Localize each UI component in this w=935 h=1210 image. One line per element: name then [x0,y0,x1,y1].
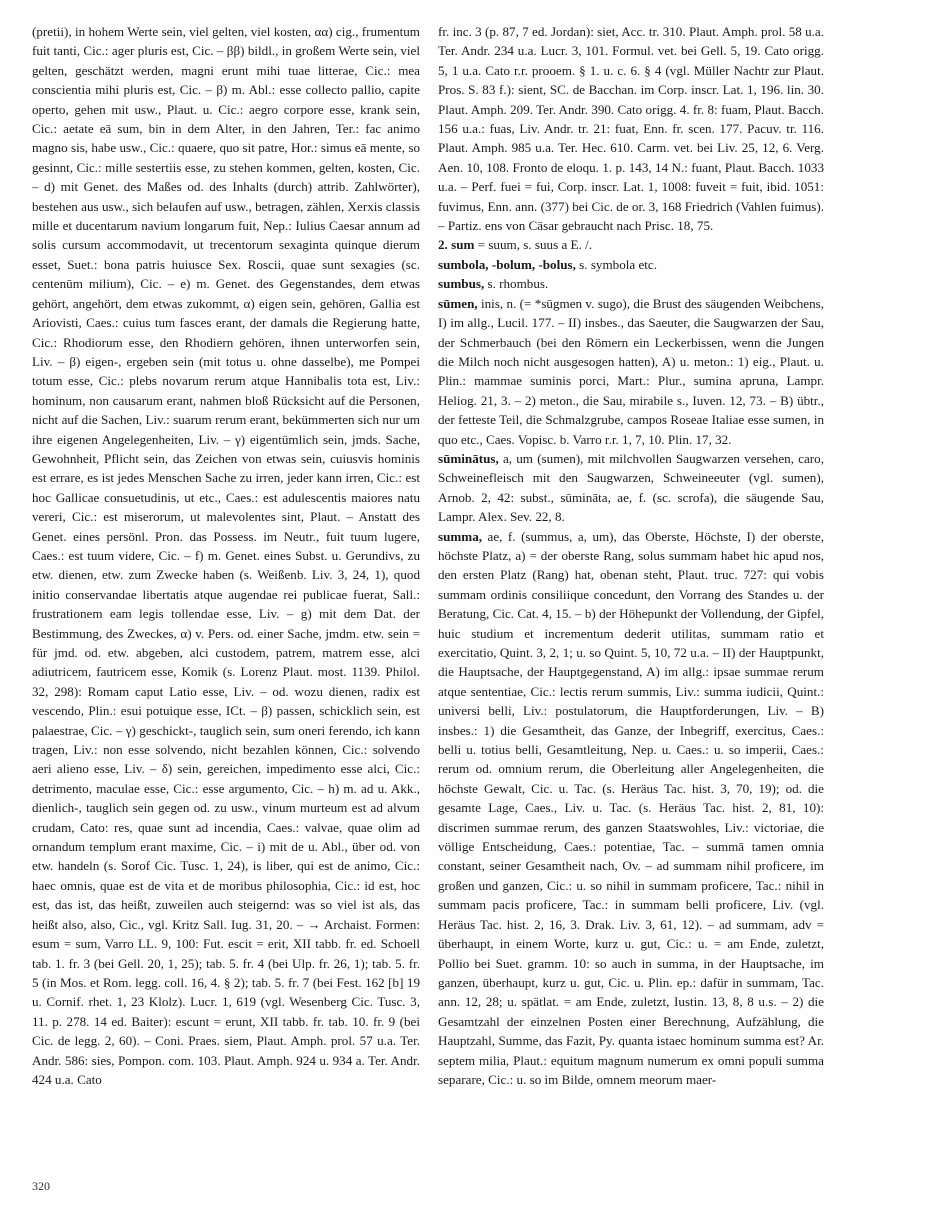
headword: 2. sum [438,237,475,253]
right-column [438,22,824,1177]
entry-sum2 [438,235,824,254]
entry-body: a, um (sumen), mit milchvollen Saugwarzen versehen, caro, Schweinefleisch mit den Saugwarzen, Schweineeuter (vgl. sumen), Arnob. 2, 42: subst., sūmināta, ae, f. (sc. scrofa), die säugende Sau, Lampr. Alex. Sev. 22, 8. [438,450,824,525]
headword: sūminātus, [438,450,499,466]
headword: sumbola, -bolum, -bolus, [438,256,576,272]
entry-sumbus [438,274,824,293]
page-number: 320 [32,1179,50,1193]
entry-sumen [438,294,824,449]
headword: summa, [438,528,483,544]
entry-suminatus [438,449,824,527]
entry-body: ae, f. (summus, a, um), das Oberste, Höchste, I) der oberste, höchste Platz, a) = der oberste Rang, solus summam habet hic apud nos, den ersten Platz (Rang) hat, obenan steht, Plaut. truc. 727: qui vobis summam ordinis consiliique concedunt, den Vorrang des Standes u. der Beratung, Cic. Cat. 4, 15. – b) der Höhepunkt der Vollendung, der Gipfel, huic studium et incrementum dederit utilitas, summam ratio et exercitatio, Quint. 3, 2, 1; u. so Quint. 5, 10, 72 u.a. – II) der Hauptpunkt, die Hauptsache, der Hauptgegenstand, A) im allg.: ipsae summae rerum atque sententiae, Cic.: lectis rerum summis, Liv.: summa iudicii, Quint.: universi belli, Liv.: postulatorum, die Hauptforderungen, Liv. – B) insbes.: 1) die Gesamtheit, das Ganze, der Inbegriff, exercitus, Caes.: belli u. totius belli, Gesamtleitung, Nep. u. Caes.: u. so imperii, Caes.: rerum od. omnium rerum, die Oberleitung aller Angelegenheiten, die höchste Gewalt, Cic. u. Tac. (s. Heräus Tac. hist. 3, 70, 19); od. die gesamte Lage, Caes., Liv. u. Tac. (s. Heräus Tac. hist. 2, 81, 10): discrimen summae rerum, des ganzen Staatswohles, Liv.: victoriae, die völlige Entscheidung, Caes.: potentiae, Tac. – summā tamen omnia constant, seiner Gesamtheit nach, Ov. – ad summam nihil proficere, im großen und ganzen, Cic.: u. so nihil in summam proficere, Tac.: nihil in summam pacis proficere, Tac.: in summam belli proficere, Liv. (vgl. Heräus Tac. hist. 2, 16, 3. Drak. Liv. 3, 61, 12). – ad summam, adv = überhaupt, in einem Worte, kurz u. gut, Cic.: u. = am Ende, zuletzt, Pollio bei Suet. gramm. 10: so auch in summa, in der Hauptsache, im ganzen, überhaupt, kurz u. gut, Cic. u. Plin. ep.: dafür in summam, Tac. ann. 12, 28; u. spätlat. = am Ende, zuletzt, Iustin. 13, 8, 8 u.s. – 2) die Gesamtzahl der einzelnen Posten einer Berechnung, Aufzählung, die Hauptzahl, Summe, das Fazit, Py. quanta istaec hominum summa est? Ar. septem milia, Plaut.: equitum magnum numerum ex omni populi summa separare, Cic.: u. so im Bilde, omnem meorum maer- [438,528,824,1087]
entry-sumbola [438,255,824,274]
entry-body: s. symbola etc. [579,256,657,272]
entry-body: = suum, s. suus a E. /. [477,237,592,253]
headword: sumbus, [438,276,485,292]
headword: sūmen, [438,295,478,311]
entry-summa [438,527,824,1090]
entry-body: inis, n. (= *sūgmen v. sugo), die Brust des säugenden Weibchens, I) im allg., Lucil. 177. – II) insbes., das Saeuter, die Saugwarzen der Sau, der Schmerbauch (bei den Römern ein Leckerbissen, wenn die Jungen die Milch noch nicht ausgesogen hatten), A) u. meton.: 1) eig., Plaut. u. Plin.: mammae suminis porci, Mart.: Plur., sumina aprunа, Lampr. Heliog. 21, 3. – 2) meton., die Sau, mirabile s., Iuven. 12, 73. – B) übtr., der fetteste Teil, die Schmalzgrube, campos Roseae Italiae esse sumen, in quo etc., Caes. Vopisc. b. Varro r.r. 1, 7, 10. Plin. 17, 32. [438,295,824,447]
entry-text-continuation: fr. inc. 3 (p. 87, 7 ed. Jordan): siet, Acc. tr. 310. Plaut. Amph. prol. 58 u.a. Ter. Andr. 234 u.a. Lucr. 3, 101. Formul. vet. bei Gell. 5, 19. Cato origg. 5, 1 u.a. Cato r.r. prooem. § 1. u. c. 6. § 4 (vgl. Müller Nachtr zur Plaut. Pros. S. 83 f.): sient, SC. de Bacchan. im Corp. inscr. Lat. 1, 196. lin. 30. Plaut. Amph. 209. Ter. Andr. 390. Cato origg. 4. fr. 8: fuam, Plaut. Bacch. 156 u.a.: fuas, Liv. Andr. tr. 21: fuat, Enn. fr. scen. 177. Pacuv. tr. 116. Plaut. Amph. 985 u.a. Ter. Hec. 610. Carm. vet. bei Liv. 25, 12, 6. Verg. Aen. 10, 108. Fronto de eloqu. 1. p. 143, 14 N.: fuant, Plaut. Bacch. 1033 u.a. – Perf. fuei = fui, Corp. inscr. Lat. 1, 1008: fuveit = fuit, ibid. 1051: fuvimus, Enn. ann. (377) bei Cic. de or. 3, 168 Friedrich (Vahlen fuimus). – Partiz. ens von Cäsar gebraucht nach Prisc. 18, 75. [438,24,824,234]
left-column [32,22,420,1177]
entry-text-esse-continuation: (pretii), in hohem Werte sein, viel gelten, viel kosten, αα) cig., frumentum fuit tanti, Cic.: ager pluris est, Cic. – ββ) bildl., in großem Werte sein, viel gelten, geschätzt werden, magni erunt mihi tuae litterae, Cic.: mea conscientia mihi pluris est, Cic. – β) m. Abl.: esse collecto pallio, capite operto, gehen mit usw., Plaut. u. Cic.: aegro corpore esse, krank sein, Cic.: aetate eā sum, bin in dem Alter, in den Jahren, Ter.: fac animo magno sis, habe usw., Cic.: quaere, quo sit patre, Hor.: simus eā mente, so gesinnt, Cic.: mille sestertiis esse, zu stehen kommen, gelten, kosten, Cic. – d) mit Genet. des Maßes od. des Inhalts (durch) attrib. Zahlwörter), bestehen aus usw., sich belaufen auf usw., betragen, zählen, Xerxis classis mille et ducentarum navium longarum fuit, Nep.: Iulius Caesar annum ad solis cursum accommodavit, ut trecentorum sexaginta quinque dierum esset, Suet.: bona patris huiusce Sex. Roscii, quae sunt sexagies (sc. centenūm milium), Cic. – e) m. Genet. des Gegenstandes, dem etwas gehört, angehört, dem etwas zukommt, α) eigen sein, gehören, Gallia est Ariovisti, Caes.: cuius tum fasces erant, der damals die Regierung hatte, Cic.: Rhodiorum esse, den Rhodiern gehören, ihnen unterworfen sein, Liv. – β) eigen-, ergeben sein (mit totus u. ohne dasselbe), me Pompei totum esse, Cic.: plebs novarum rerum atque Hannibalis tota est, Liv.: hominum, non causarum erant, nahmen bloß Rücksicht auf die Personen, nicht auf die Sachen, Liv.: suarum rerum erant, bekümmerten sich nur um ihre eigenen Angelegenheiten, Liv. – γ) eigentümlich sein, jmds. Sache, Gewohnheit, Pflicht sein, das Zeichen von etwas sein, cuiusvis hominis est errare, es ist jedes Menschen Sache zu irren, jeder kann irren, Cic.: est hoc Gallicae consuetudinis, ut etc., Caes.: est adulescentis maiores natu vereri, Cic.: est miserorum, ut malevolentes sint, Plaut. – Anstatt des Genet. eines persönl. Pron. das Possess. im Neutr., fuit tuum lugere, Caes.: est tuum videre, Cic. – f) m. Genet. eines Subst. u. Gerundivs, zu etw. dienen, etw. zum Zwecke haben (s. Weißenb. Liv. 3, 24, 1), quod initio conservandae libertatis atque augendae rei publicae fuerat, Sall.: frustrationem eam legis tollendae esse, Liv. – g) mit dem Dat. der Bestimmung, des Zweckes, α) v. Pers. od. einer Sache, jmdm. etw. sein = für jmd. od. etw. abgeben, alci custodem, patrem, matrem esse, alci adiutricem, fautricem esse, Komik (s. Lorenz Plaut. most. 1139. Philol. 32, 298): Romam caput Latio esse, Liv. – od. wozu dienen, radix est vescendo, Plin.: esui potuique esse, ICt. – β) passen, schicklich sein, est palaestrae, Cic. – γ) geschickt-, tauglich sein, sum oneri ferendo, ich kann tragen, Liv.: non esse solvendo, nicht bezahlen können, Cic.: solvendo aeri alieno esse, Liv. – δ) sein, gereichen, impedimento esse alci, Cic.: detrimento, maculae esse, Cic.: esse argumento, Cic. – h) m. ad u. Akk., dienlich-, tauglich sein gegen od. zu usw., vinum murteum est ad alvum crudam, Cato: res, quae sunt ad incendia, Caes.: valvae, quae olim ad ornandum templum erant maxime, Cic. – i) mit de u. Abl., über od. von etw. handeln (s. Sorof Cic. Tusc. 1, 24), is liber, qui est de animo, Cic.: haec omnis, quae est de vita et de moribus philosophia, Cic.: id est, hoc est, das ist, das heißt, zuweilen auch steigernd: was so viel ist als, das heißt also, also, Cic., vgl. Kritz Sall. Iug. 31, 20. – → Archaist. Formen: esum = sum, Varro LL. 9, 100: Fut. escit = erit, XII tabb. fr. ed. Schoell tab. 1. fr. 3 (bei Gell. 20, 1, 25); tab. 5. fr. 4 (bei Ulp. fr. 26, 1); tab. 5. fr. 5 (in Mos. et Rom. legg. coll. 16, 4. § 2); tab. 5. fr. 7 (bei Fest. 162 [b] 19 u. Cornif. rhet. 1, 23 Klolz). Lucr. 1, 619 (vgl. Wesenberg Cic. Tusc. 3, 11. p. 278. 14 ed. Baiter): escunt = erunt, XII tabb. fr. tab. 10. fr. 9 (bei Cic. de legg. 2, 60). – Coni. Praes. siem, Plaut. Amph. prol. 57 u.a. Ter. Andr. 586: sies, Pompon. com. 103. Plaut. Amph. 924 u. 934 a. Ter. Andr. 424 u.a. Cato [32,24,420,1087]
entry-body: s. rhombus. [487,276,549,292]
